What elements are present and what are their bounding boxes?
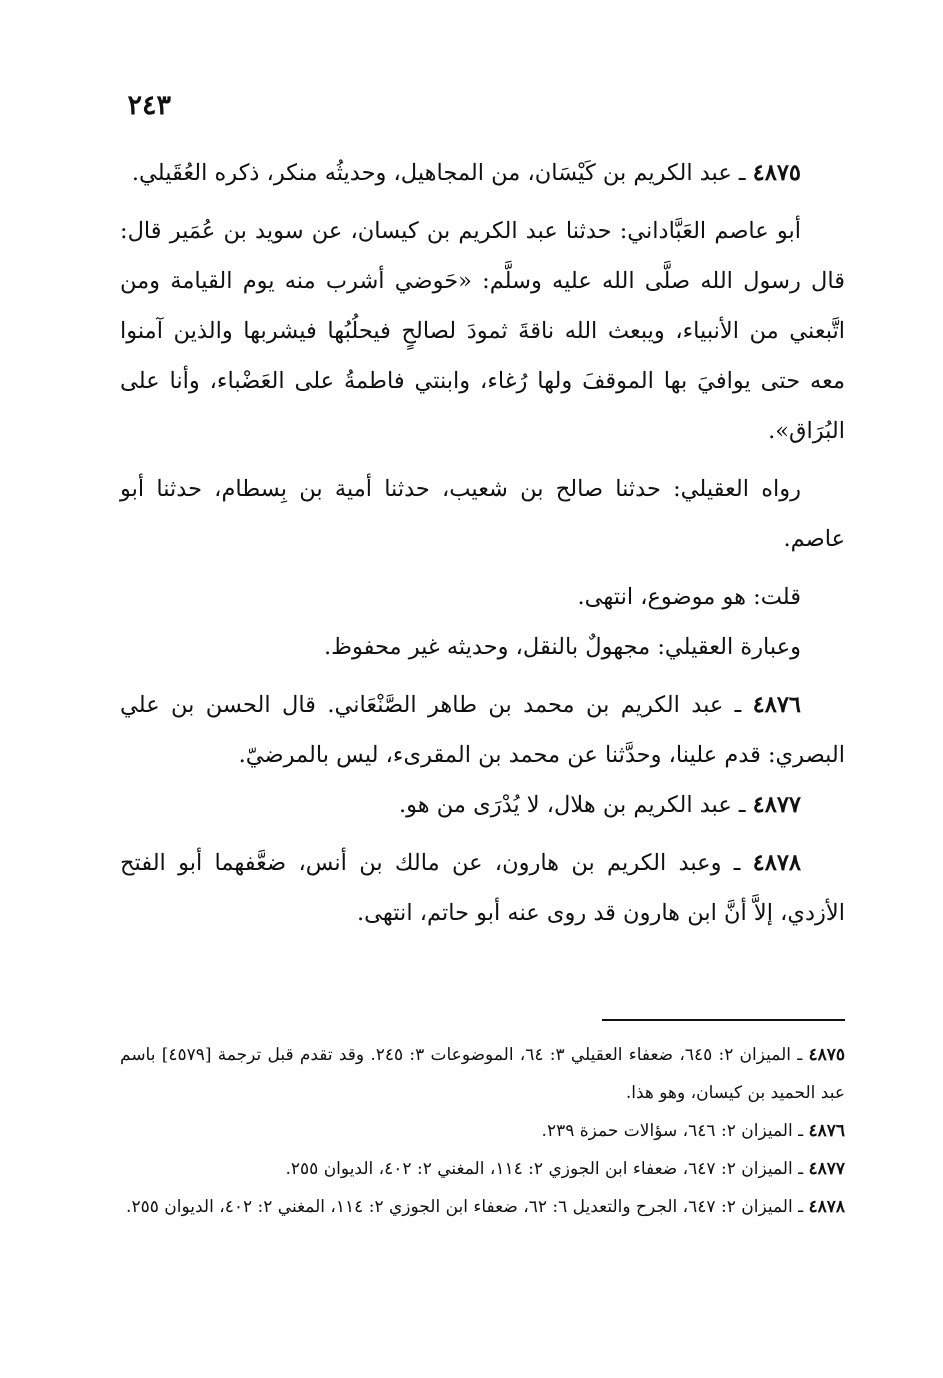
entry-number: ٤٨٧٧ [752, 792, 801, 818]
paragraph-uqayli-phrase [120, 622, 845, 672]
entry-text: ـ عبد الكريم بن كَيْسَان، من المجاهيل، وحديثُه منكر، ذكره العُقَيلي. [131, 160, 753, 186]
footnote-text: ـ الميزان ٢: ٦٤٥، ضعفاء العقيلي ٣: ٦٤، الموضوعات ٣: ٢٤٥. وقد تقدم قبل ترجمة [٤٥٧٩] باسم عبد الحميد بن كيسان، وهو هذا. [120, 1045, 845, 1103]
footnote-divider [602, 1019, 845, 1021]
paragraph-text: أبو عاصم العَبَّاداني: حدثنا عبد الكريم بن كيسان، عن سويد بن عُمَير قال: قال رسول الله صلَّى الله عليه وسلَّم: «حَوضي أشرب منه يوم القيامة ومن اتَّبعني من الأنبياء، ويبعث الله ناقةَ ثمودَ لصالحٍ فيحلُبُها فيشربها والذين آمنوا معه حتى يوافيَ بها الموقفَ ولها رُغاء، وابنتي فاطمةُ على العَضْباء، وأنا على البُرَاق». [120, 218, 845, 444]
entry-text: ـ عبد الكريم بن محمد بن طاهر الصَّنْعَاني. قال الحسن بن علي البصري: قدم علينا، وحدَّثنا عن محمد بن المقرىء، ليس بالمرضيّ. [120, 692, 845, 768]
paragraph-text: وعبارة العقيلي: مجهولٌ بالنقل، وحديثه غير محفوظ. [324, 634, 801, 660]
footnote-4877 [120, 1150, 845, 1188]
entry-4878 [120, 838, 845, 938]
entry-number: ٤٨٧٥ [752, 160, 801, 186]
page-number: ٢٤٣ [127, 90, 171, 121]
footnotes [120, 1036, 845, 1226]
main-text [120, 148, 845, 938]
footnote-number: ٤٨٧٧ [808, 1159, 845, 1179]
footnote-text: ـ الميزان ٢: ٦٤٧، الجرح والتعديل ٦: ٦٢، ضعفاء ابن الجوزي ٢: ١١٤، المغني ٢: ٤٠٢، الديوان ٢٥٥. [126, 1197, 809, 1217]
footnote-4878 [120, 1188, 845, 1226]
paragraph-narration [120, 464, 845, 564]
entry-text: ـ وعبد الكريم بن هارون، عن مالك بن أنس، ضعَّفهما أبو الفتح الأزدي، إلاَّ أنَّ ابن هارون قد روى عنه أبو حاتم، انتهى. [120, 850, 845, 926]
paragraph-text: قلت: هو موضوع، انتهى. [577, 584, 801, 610]
footnote-text: ـ الميزان ٢: ٦٤٧، ضعفاء ابن الجوزي ٢: ١١٤، المغني ٢: ٤٠٢، الديوان ٢٥٥. [285, 1159, 809, 1179]
footnote-number: ٤٨٧٦ [808, 1121, 845, 1141]
footnote-number: ٤٨٧٥ [808, 1045, 845, 1065]
paragraph-comment [120, 572, 845, 622]
entry-number: ٤٨٧٦ [752, 692, 801, 718]
footnote-4876 [120, 1112, 845, 1150]
entry-text: ـ عبد الكريم بن هلال، لا يُدْرَى من هو. [398, 792, 753, 818]
entry-4876 [120, 680, 845, 780]
entry-number: ٤٨٧٨ [752, 850, 801, 876]
entry-4875 [120, 148, 845, 198]
entry-4877 [120, 780, 845, 830]
paragraph-hadith [120, 206, 845, 456]
footnote-4875 [120, 1036, 845, 1112]
footnote-number: ٤٨٧٨ [808, 1197, 845, 1217]
footnote-text: ـ الميزان ٢: ٦٤٦، سؤالات حمزة ٢٣٩. [541, 1121, 809, 1141]
paragraph-text: رواه العقيلي: حدثنا صالح بن شعيب، حدثنا أمية بن بِسطام، حدثنا أبو عاصم. [120, 476, 845, 552]
